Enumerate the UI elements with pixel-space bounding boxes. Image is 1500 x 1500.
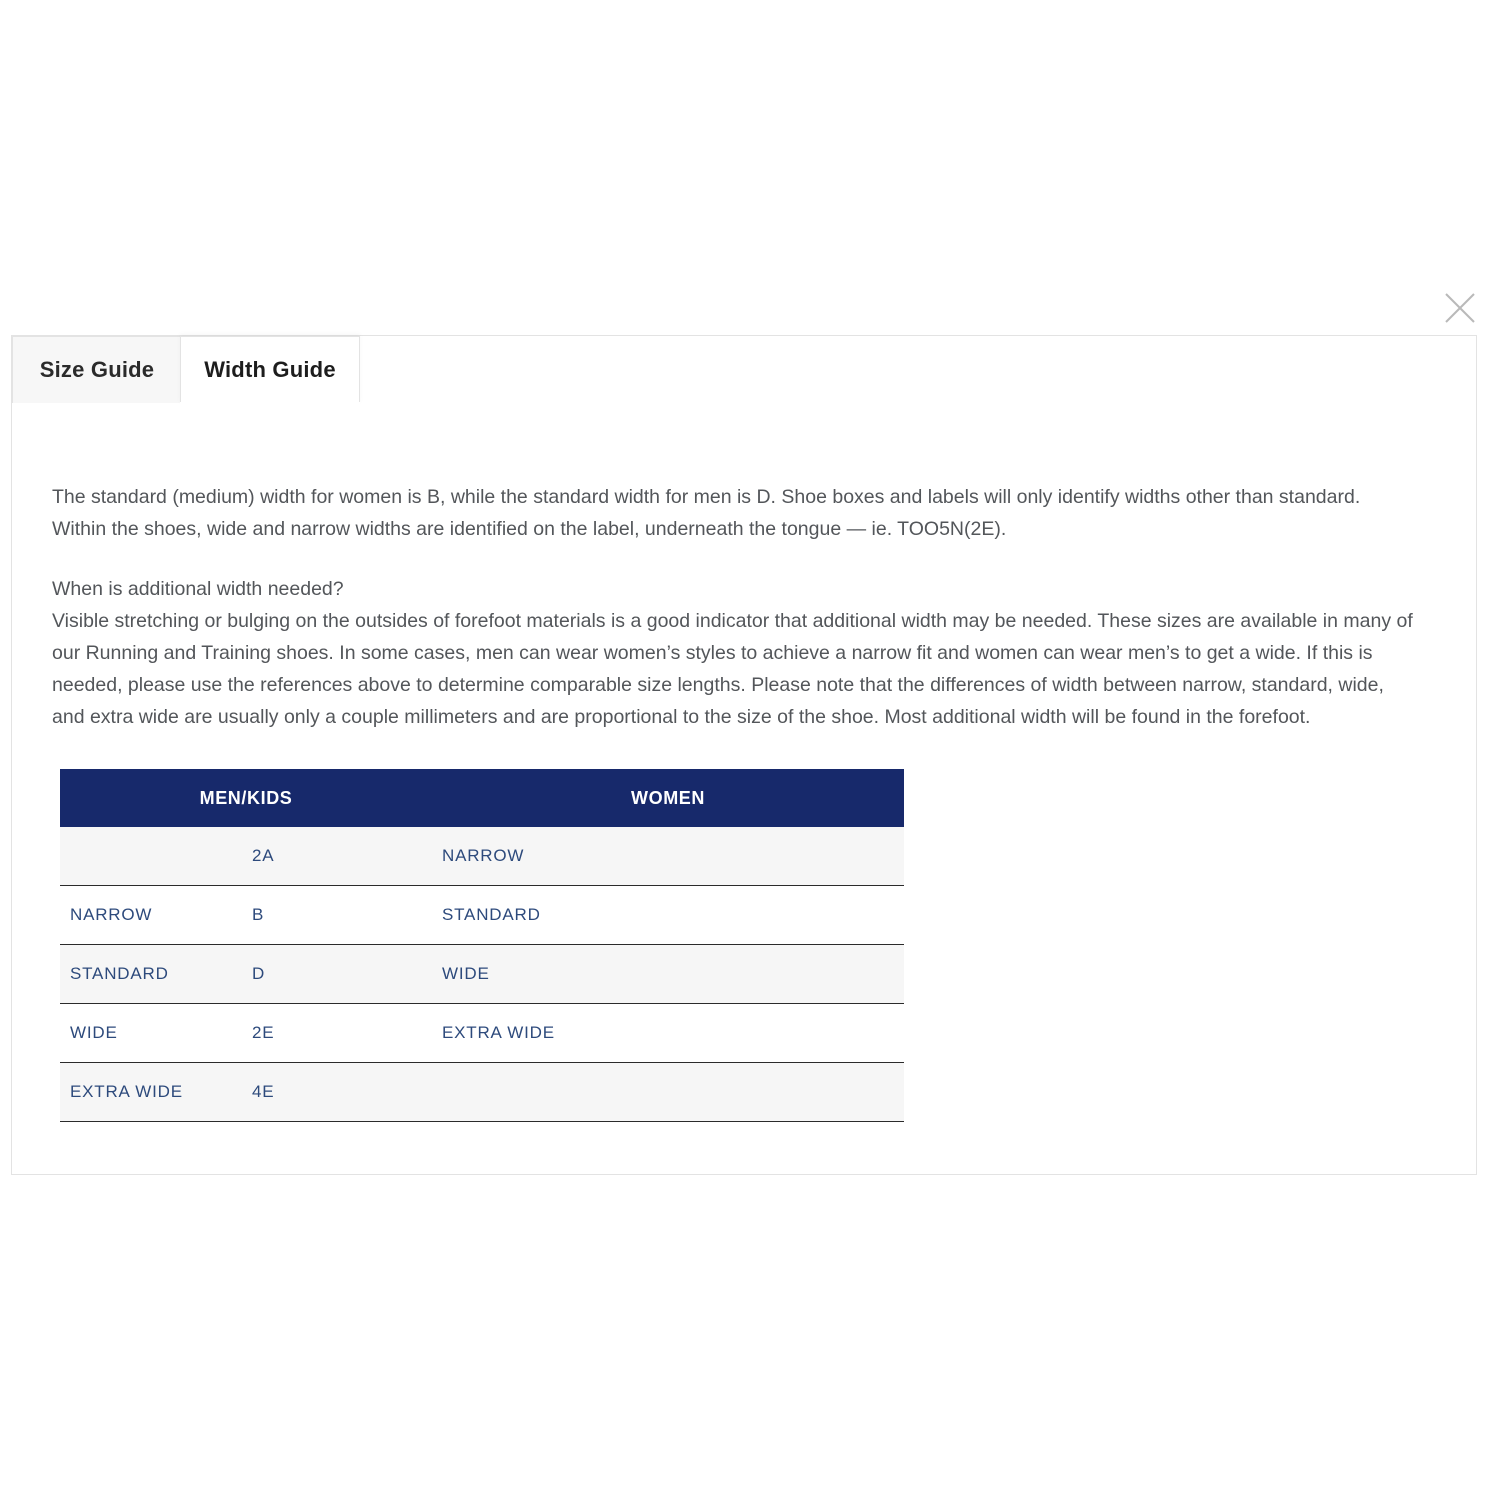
cell-code-text: B (252, 905, 265, 924)
cell-women-text: WIDE (442, 964, 490, 983)
column-header-women: WOMEN (432, 769, 904, 827)
answer-paragraph: Visible stretching or bulging on the outsides of forefoot materials is a good indicator that additional width may be needed. These sizes are available in many of our Running and Training shoes. In some cases, men can wear women’s styles to achieve a narrow fit and women can wear men’s to get a wide. If this is needed, please use the references above to determine comparable size lengths. Please note that the differences of width between narrow, standard, wide, and extra wide are usually only a couple millimeters and are proportional to the size of the shoe. Most additional width will be found in the forefoot. (52, 610, 1413, 728)
tab-size-guide-label: Size Guide (39, 357, 155, 382)
active-tab-underlay (180, 402, 360, 406)
cell-men-text: EXTRA WIDE (70, 1082, 183, 1101)
table-row (60, 886, 904, 945)
cell-code (246, 827, 432, 886)
cell-women (432, 1004, 904, 1063)
table-row (60, 827, 904, 886)
cell-code-text: 4E (252, 1082, 275, 1101)
tab-size-guide[interactable] (12, 336, 182, 404)
cell-women (432, 827, 904, 886)
cell-women (432, 945, 904, 1004)
cell-women-text: STANDARD (442, 905, 541, 924)
cell-women-text: EXTRA WIDE (442, 1023, 555, 1042)
width-conversion-table (60, 769, 904, 1122)
table-head (60, 769, 904, 827)
table-header-row (60, 769, 904, 827)
table-row (60, 1063, 904, 1122)
cell-code (246, 886, 432, 945)
table-row (60, 1004, 904, 1063)
question-heading: When is additional width needed? (52, 578, 344, 600)
tab-width-guide-label: Width Guide (204, 357, 336, 382)
size-width-guide-modal (11, 335, 1477, 1175)
table-body (60, 827, 904, 1122)
cell-code-text: D (252, 964, 266, 983)
cell-men (60, 945, 246, 1004)
cell-code-text: 2E (252, 1023, 275, 1042)
cell-men (60, 827, 246, 886)
cell-code (246, 945, 432, 1004)
cell-code (246, 1004, 432, 1063)
cell-men (60, 1063, 246, 1122)
table-row (60, 945, 904, 1004)
cell-men-text: NARROW (70, 905, 153, 924)
intro-paragraph: The standard (medium) width for women is B, while the standard width for men is D. Shoe boxes and labels will only identify widths other than standard. Within the shoes, wide and narrow widths are identified on the label, underneath the tongue — ie. TOO5N(2E). (52, 486, 1361, 540)
cell-women-text: NARROW (442, 846, 525, 865)
cell-men-text: STANDARD (70, 964, 169, 983)
cell-code (246, 1063, 432, 1122)
tab-bar (12, 336, 1476, 404)
cell-men-text: WIDE (70, 1023, 118, 1042)
column-header-men-kids: MEN/KIDS (60, 769, 432, 827)
close-icon[interactable] (1440, 288, 1480, 328)
cell-code-text: 2A (252, 846, 275, 865)
cell-women (432, 886, 904, 945)
width-guide-panel (12, 403, 1476, 1174)
cell-men (60, 886, 246, 945)
cell-men (60, 1004, 246, 1063)
cell-women (432, 1063, 904, 1122)
tab-width-guide[interactable] (180, 336, 360, 404)
